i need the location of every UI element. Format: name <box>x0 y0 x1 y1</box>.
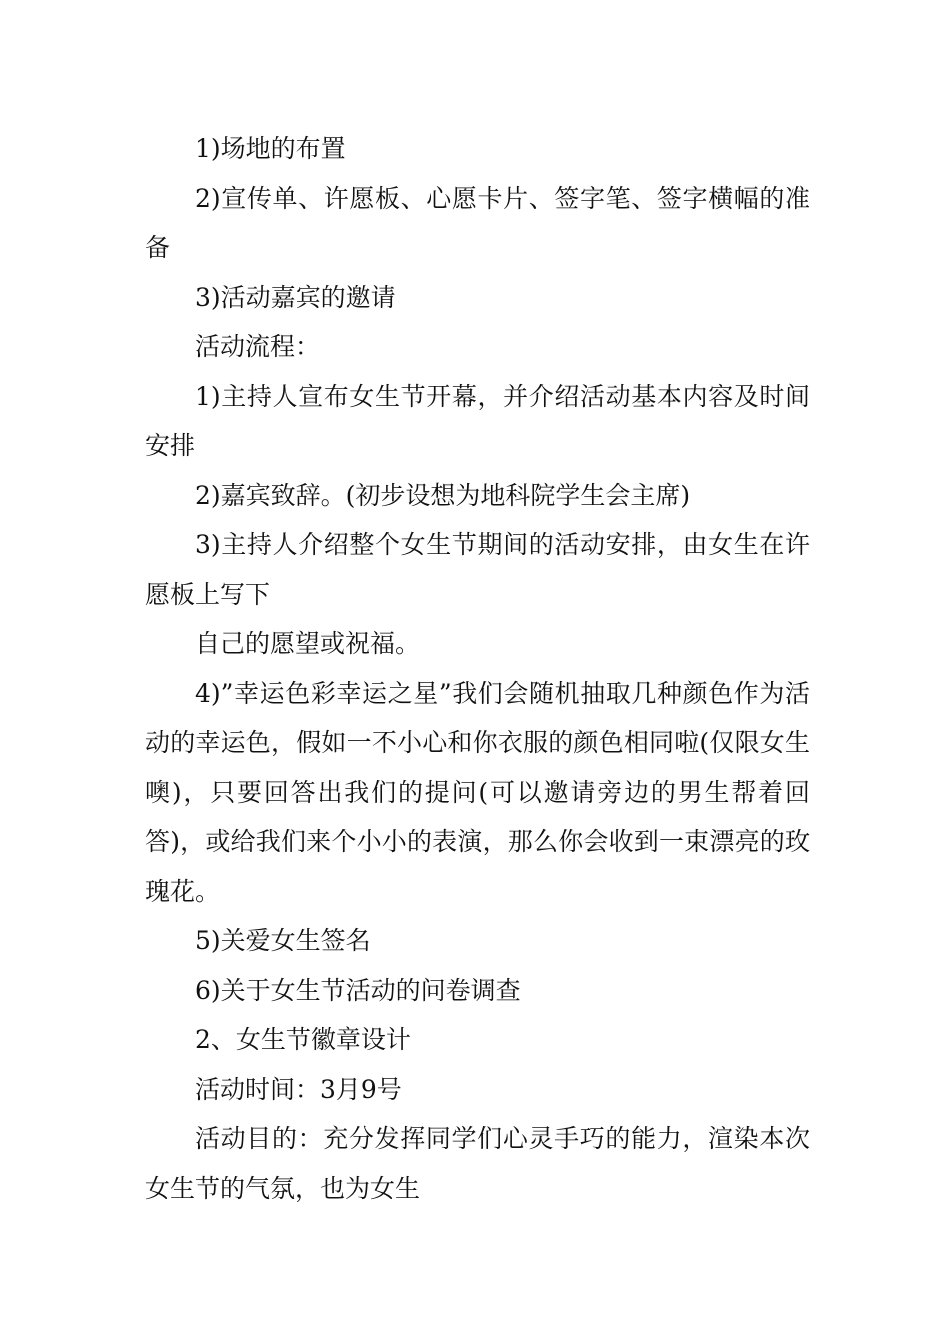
paragraph-badge-design: 2、女生节徽章设计 <box>195 1025 411 1054</box>
paragraph-activity-time: 活动时间：3月9号 <box>195 1074 402 1104</box>
paragraph-activity-purpose: 活动目的：充分发挥同学们心灵手巧的能力，渲染本次女生节的气氛，也为女生 <box>145 1124 810 1203</box>
paragraph-guests: 3)活动嘉宾的邀请 <box>195 282 396 312</box>
document-body <box>145 124 810 1213</box>
paragraph-speech: 2)嘉宾致辞。(初步设想为地科院学生会主席) <box>195 480 691 510</box>
paragraph-signature: 5)关爱女生签名 <box>195 926 371 955</box>
paragraph-wishes: 自己的愿望或祝福。 <box>195 629 421 658</box>
paragraph-survey: 6)关于女生节活动的问卷调查 <box>195 975 521 1005</box>
paragraph-venue: 1)场地的布置 <box>195 134 346 163</box>
paragraph-process-heading: 活动流程： <box>195 332 321 361</box>
paragraph-lucky-color: 4)”幸运色彩幸运之星”我们会随机抽取几种颜色作为活动的幸运色，假如一不小心和你衣服的颜色相同啦(仅限女生噢)，只要回答出我们的提问(可以邀请旁边的男生帮着回答)，或给我们来个小小的表演，那么你会收到一束漂亮的玫瑰花。 <box>145 678 810 906</box>
paragraph-materials: 2)宣传单、许愿板、心愿卡片、签字笔、签字横幅的准备 <box>145 183 810 262</box>
paragraph-opening: 1)主持人宣布女生节开幕，并介绍活动基本内容及时间安排 <box>145 381 810 460</box>
paragraph-schedule: 3)主持人介绍整个女生节期间的活动安排，由女生在许愿板上写下 <box>145 530 810 609</box>
